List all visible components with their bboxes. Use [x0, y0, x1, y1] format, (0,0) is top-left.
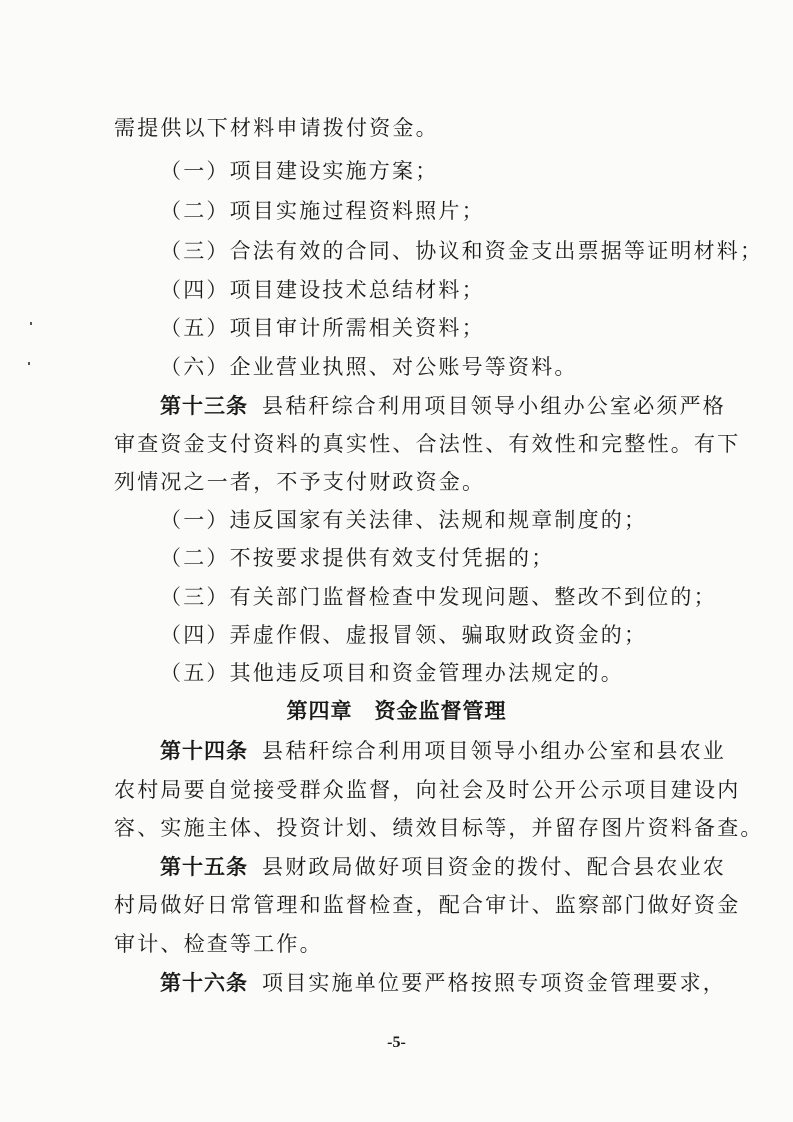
list-item: （一）违反国家有关法律、法规和规章制度的； [160, 508, 648, 532]
list-item: （六）企业营业执照、对公账号等资料。 [160, 355, 578, 379]
article-13-label: 第十三条 [160, 393, 248, 418]
article-15-first-line [160, 852, 740, 882]
article-14-label: 第十四条 [160, 738, 248, 763]
article-14-first-line [160, 736, 740, 766]
list-item: （一）项目建设实施方案； [160, 159, 439, 183]
article-13-text: 县秸秆综合利用项目领导小组办公室必须严格 [262, 394, 726, 418]
article-16-label: 第十六条 [160, 970, 248, 995]
article-13-first-line [160, 391, 740, 421]
article-15-text: 县财政局做好项目资金的拨付、配合县农业农 [262, 855, 726, 879]
paragraph-line: 容、实施主体、投资计划、绩效目标等，并留存图片资料备查。 [114, 816, 764, 840]
list-item: （三）合法有效的合同、协议和资金支出票据等证明材料； [160, 239, 764, 263]
list-item: （五）其他违反项目和资金管理办法规定的。 [160, 661, 624, 685]
list-item: （四）弄虚作假、虚报冒领、骗取财政资金的； [160, 623, 648, 647]
paragraph-line: 审计、检查等工作。 [114, 932, 323, 956]
paragraph-line: 村局做好日常管理和监督检查，配合审计、监察部门做好资金 [114, 893, 741, 917]
paragraph-line: 需提供以下材料申请拨付资金。 [114, 116, 439, 140]
scan-speck [28, 362, 30, 365]
article-14-text: 县秸秆综合利用项目领导小组办公室和县农业 [262, 739, 726, 763]
article-15-label: 第十五条 [160, 854, 248, 879]
paragraph-line: 列情况之一者，不予支付财政资金。 [114, 470, 486, 494]
list-item: （三）有关部门监督检查中发现问题、整改不到位的； [160, 585, 717, 609]
list-item: （五）项目审计所需相关资料； [160, 316, 485, 340]
list-item: （二）项目实施过程资料照片； [160, 199, 485, 223]
article-16-first-line [160, 968, 740, 998]
paragraph-line: 审查资金支付资料的真实性、合法性、有效性和完整性。有下 [114, 432, 741, 456]
chapter-heading: 第四章 资金监督管理 [286, 699, 507, 723]
paragraph-line: 农村局要自觉接受群众监督，向社会及时公开公示项目建设内 [114, 778, 741, 802]
article-16-text: 项目实施单位要严格按照专项资金管理要求， [262, 971, 726, 995]
scan-speck [30, 322, 32, 325]
page-number: -5- [387, 1034, 406, 1051]
list-item: （四）项目建设技术总结材料； [160, 278, 485, 302]
list-item: （二）不按要求提供有效支付凭据的； [160, 546, 555, 570]
